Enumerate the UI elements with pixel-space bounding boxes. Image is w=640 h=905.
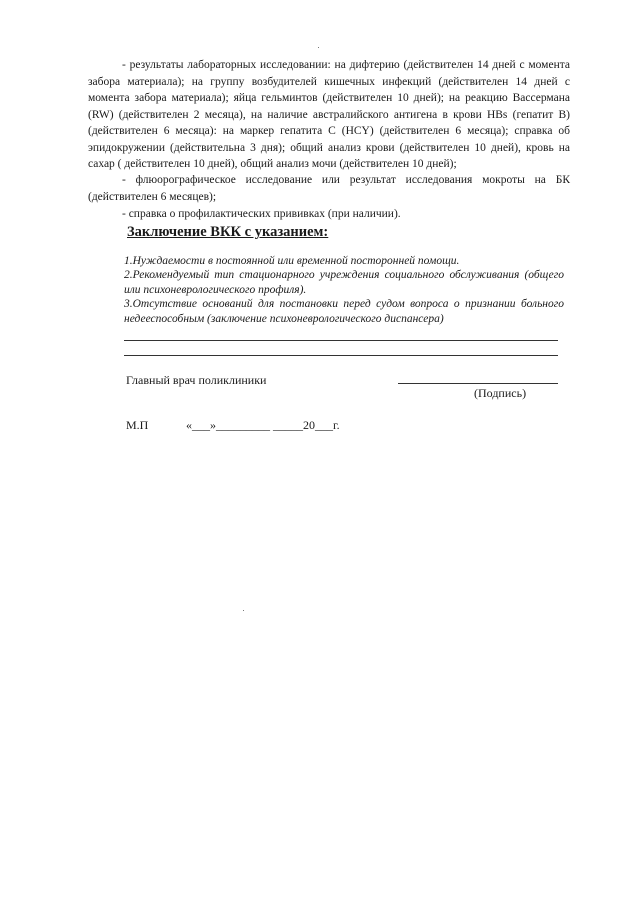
scan-speck	[318, 47, 319, 48]
conclusion-item-2: 2.Рекомендуемый тип стационарного учреждения социального обслуживания (общего или психоневрологического профиля).	[124, 269, 564, 296]
chief-doctor-label: Главный врач поликлиники	[126, 373, 267, 387]
conclusion-item-1: 1.Нуждаемости в постоянной или временной посторонней помощи.	[124, 255, 460, 267]
stamp-label: М.П	[126, 418, 149, 432]
signature-caption: (Подпись)	[474, 386, 527, 400]
vaccination-paragraph: - справка о профилактических прививках (при наличии).	[122, 208, 401, 220]
signature-line	[398, 383, 558, 384]
fluorography-paragraph: - флюорографическое исследование или результат исследования мокроты на БК (действителен 6 месяцев);	[88, 174, 570, 203]
conclusion-heading: Заключение ВКК с указанием:	[127, 224, 329, 240]
date-field: «___»_________ _____20___г.	[186, 418, 340, 432]
blank-line-2	[124, 355, 558, 356]
lab-tests-paragraph: - результаты лабораторных исследовании: на дифтерию (действителен 14 дней с момента забора материала); на группу возбудителей кишечных инфекций (действителен 14 дней с момента забора материала); яйца гельминтов (действителен 10 дней); на реакцию Вассермана (RW) (действителен 2 месяца), на наличие австралийского антигена в крови HBs (гепатит B) (действителен 6 месяца): на маркер гепатита C (HCY) (действителен 6 месяца); справка об эпидокружении (действительна 3 дня); общий анализ крови (действителен 10 дней), кровь на сахар ( действителен 10 дней), общий анализ мочи (действителен 10 дней);	[88, 59, 570, 170]
conclusion-item-3: 3.Отсутствие оснований для постановки перед судом вопроса о признании больного недееспособным (заключение психоневрологического диспансера)	[124, 298, 564, 325]
blank-line-1	[124, 340, 558, 341]
scan-speck	[243, 610, 244, 611]
